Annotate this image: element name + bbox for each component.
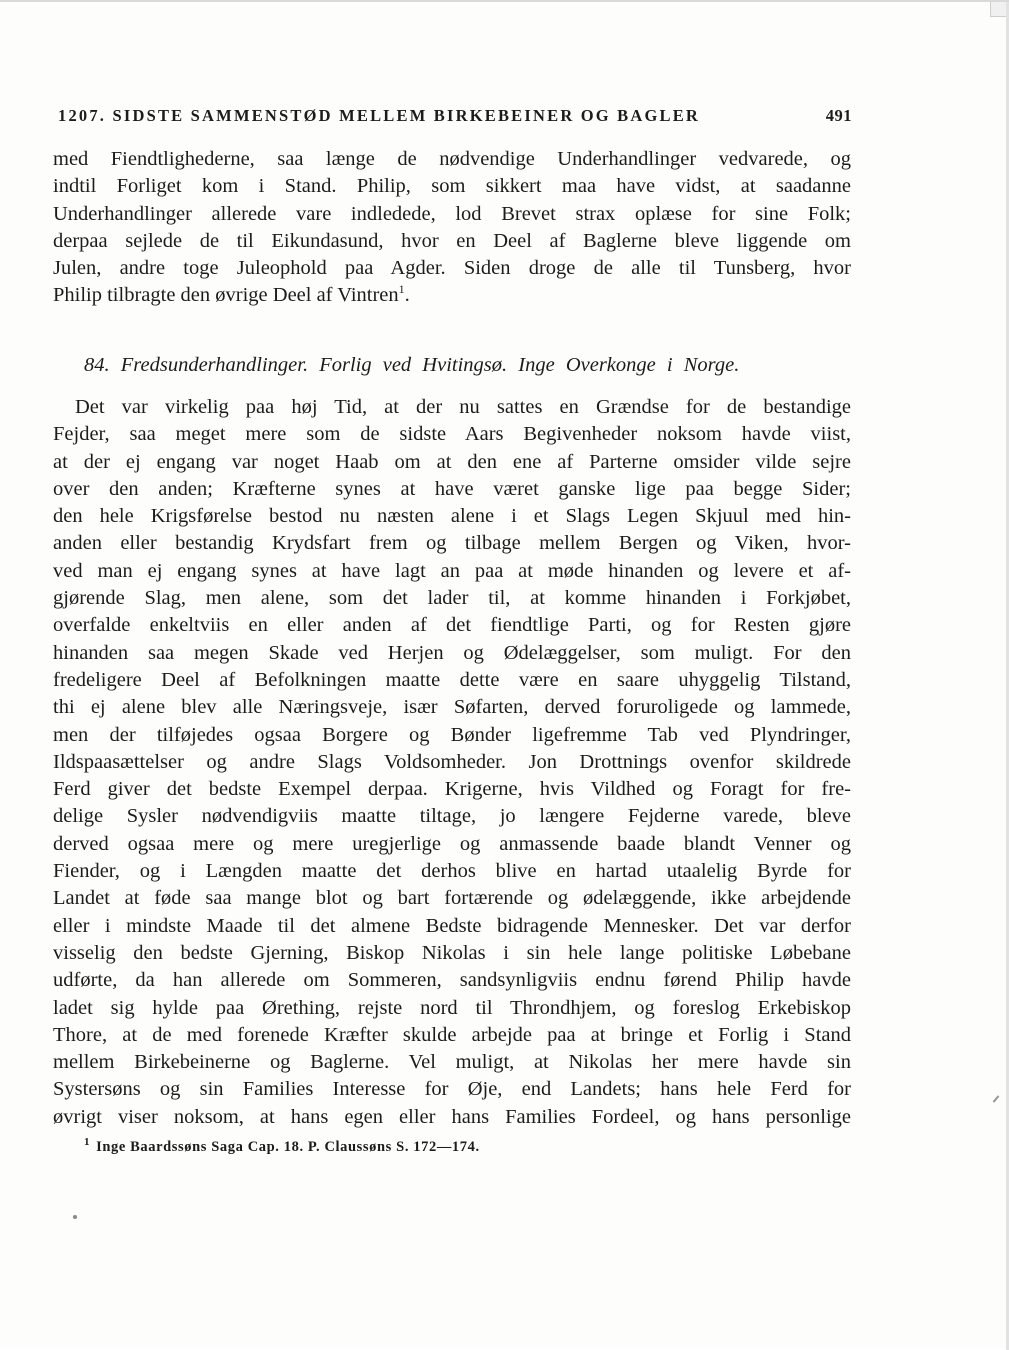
text-line-last [53,282,851,309]
sentence-end: . [404,284,410,307]
text-line: øvrigt viser noksom, at hans egen eller hans Families Fordeel, og hans personlige [53,1105,851,1128]
text-line: thi ej alene blev alle Næringsveje, især Søfarten, derved foruroligede og lammede, [53,696,851,719]
text-line: derpaa sejlede de til Eikundasund, hvor en Deel af Baglerne bleve liggende om [53,229,851,252]
text-line: Thore, at de med forenede Kræfter skulde arbejde paa at bringe et Forlig i Stand [53,1023,851,1046]
text-line: udførte, da han allerede om Sommeren, sandsynligviis endnu førend Philip havde [53,969,851,992]
text-line: at der ej engang var noget Haab om at den ene af Parterne omsider vilde sejre [53,450,851,473]
text-line: Julen, andre toge Juleophold paa Agder. Siden droge de alle til Tunsberg, hvor [53,257,851,280]
text-line: derved ogsaa mere og mere uregjerlige og anmassende baade blandt Venner og [53,832,851,855]
text-line: den hele Krigsførelse bestod nu næsten alene i et Slags Legen Skjuul med hin- [53,505,851,528]
text-line: med Fiendtlighederne, saa længe de nødvendige Underhandlinger vedvarede, og [53,148,851,170]
text-line: Ildspaasættelser og andre Slags Voldsomheder. Jon Drottnings ovenfor skildrede [53,750,851,773]
text-line: mellem Birkebeinerne og Baglerne. Vel muligt, at Nikolas her mere havde sin [53,1051,851,1074]
section-heading: 84. Fredsunderhandlinger. Forlig ved Hvitingsø. Inge Overkonge i Norge. [84,354,740,376]
running-header-title: 1207. SIDSTE SAMMENSTØD MELLEM BIRKEBEINER OG BAGLER [58,106,701,125]
text-line: overfalde enkeltviis en eller anden af det fiendtlige Parti, og for Resten gjøre [53,614,851,637]
text-line: over den anden; Kræfterne synes at have været ganske lige paa begge Sider; [53,477,851,500]
text-line: fredeligere Deel af Befolkningen maatte dette være en saare uhyggelig Tilstand, [53,668,851,691]
footnote [84,1136,480,1156]
text-line: Ferd giver det bedste Exempel derpaa. Krigerne, hvis Vildhed og Foragt for fre- [53,778,851,801]
footnote-marker: 1 [84,1136,91,1149]
text-line: visselig den bedste Gjerning, Biskop Nikolas i sin hele lange politiske Løbebane [53,941,851,964]
text-line: delige Sysler nødvendigviis maatte tiltage, jo længere Fejderne varede, bleve [53,805,851,828]
page-number: 491 [825,106,852,125]
text-line: Fiender, og i Længden maatte det derhos blive en hartad utaalelig Byrde for [53,860,851,883]
text-line: anden eller bestandig Krydsfart frem og tilbage mellem Bergen og Viken, hvor- [53,532,851,555]
paragraph-continuation [53,146,851,310]
text-line: eller i mindste Maade til det almene Bedste bidragende Mennesker. Det var derfor [53,914,851,937]
text-line: Underhandlinger allerede vare indledede, lod Brevet strax oplæse for sine Folk; [53,202,851,225]
scan-speck [993,1095,1000,1102]
text-line: ved man ej engang synes at have lagt an paa at møde hinanden og levere et af- [53,559,851,582]
text-line: ladet sig hylde paa Ørething, rejste nord til Throndhjem, og foreslog Erkebiskop [53,996,851,1019]
text-line: Landet at føde saa mange blot og bart fortærende og ødelæggende, ikke arbejdende [53,887,851,910]
text-line: gjørende Slag, men alene, som det lader til, at komme hinanden i Forkjøbet, [53,587,851,610]
text-line: indtil Forliget kom i Stand. Philip, som sikkert maa have vidst, at saadanne [53,175,851,198]
text-line: Fejder, saa meget mere som de sidste Aars Begivenheder noksom havde viist, [53,423,851,446]
footnote-reference: 1 [398,282,405,297]
text-line: Det var virkelig paa høj Tid, at der nu sattes en Grændse for de bestandige [75,396,851,418]
text-line-content: Philip tilbragte den øvrige Deel af Vintren [53,284,399,307]
text-line: men der tilføjedes ogsaa Borgere og Bønder ligefremme Tab ved Plyndringer, [53,723,851,746]
footnote-text: Inge Baardssøns Saga Cap. 18. P. Claussøns S. 172—174. [96,1139,480,1155]
text-line: Systersøns og sin Families Interesse for Øje, end Landets; hans hele Ferd for [53,1078,851,1101]
paragraph-main [53,394,851,1131]
running-header [58,106,852,126]
text-line: hinanden saa megen Skade ved Herjen og Ødelæggelser, som muligt. For den [53,641,851,664]
scan-speck [73,1215,77,1219]
